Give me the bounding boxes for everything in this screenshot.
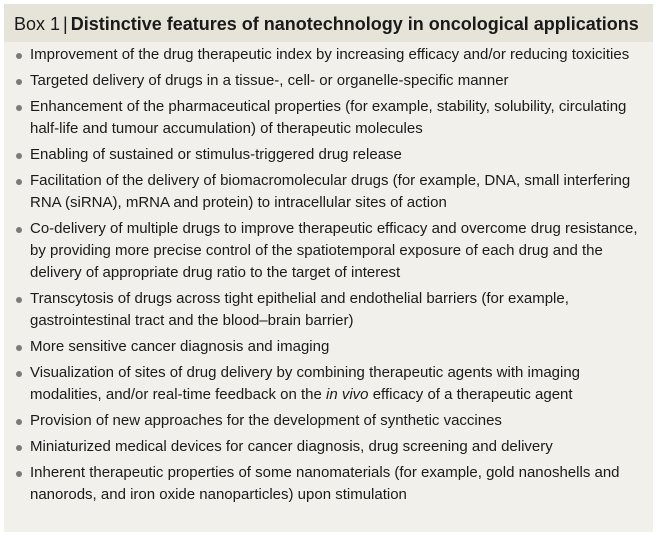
bullet-icon xyxy=(16,227,22,233)
bullet-icon xyxy=(16,445,22,451)
list-item xyxy=(4,410,653,432)
list-item xyxy=(4,44,653,66)
list-item xyxy=(4,218,653,284)
feature-list xyxy=(4,44,653,510)
box-title: Distinctive features of nanotechnology in oncological applications xyxy=(70,14,639,34)
bullet-icon xyxy=(16,153,22,159)
list-item-text: Miniaturized medical devices for cancer diagnosis, drug screening and delivery xyxy=(30,438,553,455)
box-header xyxy=(4,4,653,42)
list-item-text-part: Visualization of sites of drug delivery by combining therapeutic agents with imaging modalities, and/or real-time feedback on the xyxy=(30,364,581,403)
feature-box xyxy=(2,2,655,534)
list-item-text: Facilitation of the delivery of biomacromolecular drugs (for example, DNA, small interfering RNA (siRNA), mRNA and protein) to intracellular sites of action xyxy=(30,172,631,211)
bullet-icon xyxy=(16,179,22,185)
list-item-text: Inherent therapeutic properties of some nanomaterials (for example, gold nanoshells and nanorods, and iron oxide nanoparticles) upon stimulation xyxy=(30,464,620,503)
bullet-icon xyxy=(16,371,22,377)
list-item-text: Targeted delivery of drugs in a tissue-, cell- or organelle-specific manner xyxy=(30,72,509,89)
list-item xyxy=(4,362,653,406)
list-item xyxy=(4,96,653,140)
list-item xyxy=(4,144,653,166)
list-item-text: Enabling of sustained or stimulus-triggered drug release xyxy=(30,146,402,163)
header-separator: | xyxy=(63,14,68,34)
list-item-text: Co-delivery of multiple drugs to improve therapeutic efficacy and overcome drug resistance, by providing more precise control of the spatiotemporal exposure of each drug and the delivery of appropriate drug ratio to the target of interest xyxy=(30,220,638,281)
list-item xyxy=(4,70,653,92)
list-item xyxy=(4,170,653,214)
list-item xyxy=(4,436,653,458)
list-item xyxy=(4,336,653,358)
bullet-icon xyxy=(16,79,22,85)
bullet-icon xyxy=(16,419,22,425)
list-item-text: More sensitive cancer diagnosis and imaging xyxy=(30,338,330,355)
bullet-icon xyxy=(16,297,22,303)
bullet-icon xyxy=(16,471,22,477)
list-item-text: Transcytosis of drugs across tight epithelial and endothelial barriers (for example, gastrointestinal tract and the blood–brain barrier) xyxy=(30,290,569,329)
list-item-text: Enhancement of the pharmaceutical properties (for example, stability, solubility, circulating half-life and tumour accumulation) of therapeutic molecules xyxy=(30,98,627,137)
bullet-icon xyxy=(16,345,22,351)
list-item-text xyxy=(30,364,580,403)
list-item xyxy=(4,462,653,506)
bullet-icon xyxy=(16,53,22,59)
list-item-text: Provision of new approaches for the development of synthetic vaccines xyxy=(30,412,502,429)
list-item-text-part: efficacy of a therapeutic agent xyxy=(368,386,573,403)
list-item xyxy=(4,288,653,332)
bullet-icon xyxy=(16,105,22,111)
list-item-text-italic: in vivo xyxy=(326,386,369,403)
list-item-text: Improvement of the drug therapeutic index by increasing efficacy and/or reducing toxicities xyxy=(30,46,630,63)
box-label: Box 1 xyxy=(14,14,61,34)
